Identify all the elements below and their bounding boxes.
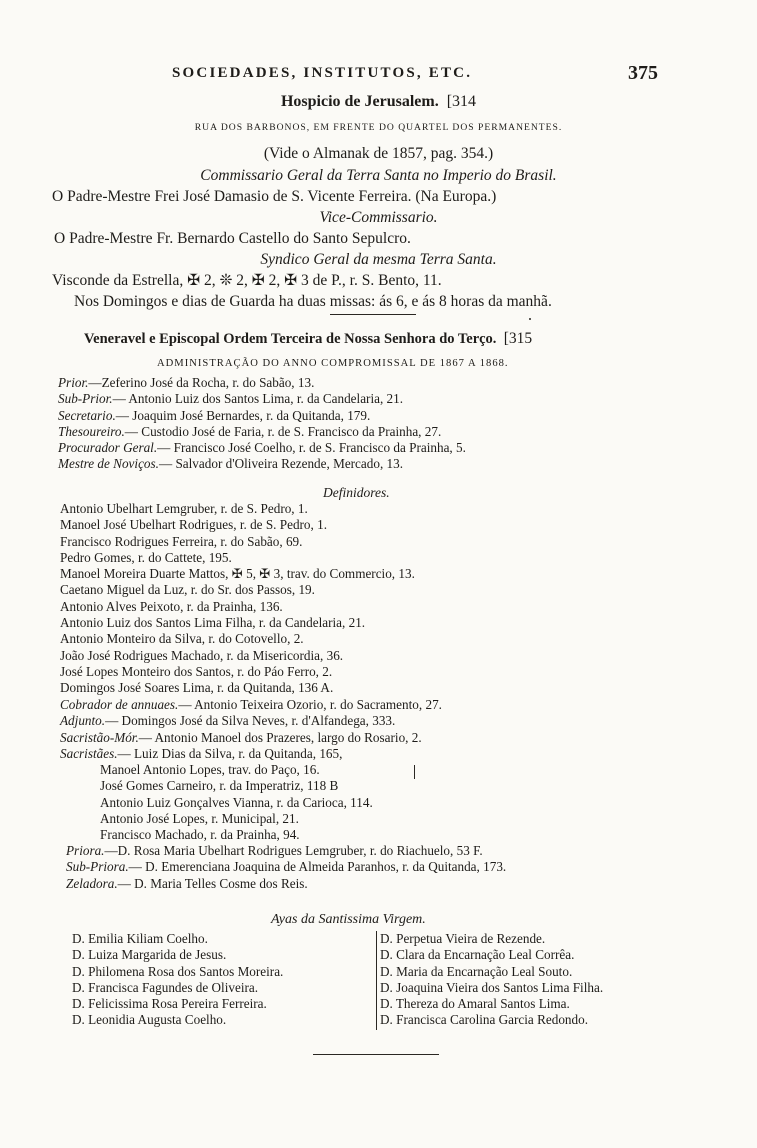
officer-sub-priora: Sub-Priora.— D. Emerenciana Joaquina de Almeida Paranhos, r. da Quitanda, 173. — [66, 859, 507, 875]
aya-item: D. Joaquina Vieira dos Santos Lima Filha. — [380, 979, 604, 995]
column-divider — [376, 931, 377, 1030]
definidor-item: Pedro Gomes, r. do Cattete, 195. — [60, 549, 232, 565]
section-divider — [330, 314, 416, 315]
syndico-title: Syndico Geral da mesma Terra Santa. — [260, 251, 497, 268]
section-314-title: Hospicio de Jerusalem. — [280, 93, 439, 110]
officer-procurador: Procurador Geral.— Francisco José Coelho, r. de S. Francisco da Prainha, 5. — [58, 440, 466, 456]
aya-item: D. Maria da Encarnação Leal Souto. — [380, 963, 573, 979]
definidor-item: Domingos José Soares Lima, r. da Quitanda, 136 A. — [60, 680, 334, 696]
commissario-title: Commissario Geral da Terra Santa no Imperio do Brasil. — [200, 167, 557, 184]
female-officers-list — [66, 843, 506, 892]
commissario-name: O Padre-Mestre Frei José Damasio de S. Vicente Ferreira. (Na Europa.) — [52, 188, 497, 205]
ayas-left-column — [72, 931, 283, 1029]
section-314-address: RUA DOS BARBONOS, EM FRENTE DO QUARTEL DOS PERMANENTES. — [194, 122, 563, 133]
aya-item: D. Perpetua Vieira de Rezende. — [380, 931, 546, 946]
aya-item: D. Francisca Carolina Garcia Redondo. — [380, 1012, 588, 1028]
officer-sacristao-mor: Sacristão-Mór.— Antonio Manoel dos Prazeres, largo do Rosario, 2. — [60, 729, 422, 745]
administracao-line: ADMINISTRAÇÃO DO ANNO COMPROMISSAL DE 1867 A 1868. — [157, 358, 509, 369]
aya-item: D. Luiza Margarida de Jesus. — [72, 947, 227, 963]
missas-note: Nos Domingos e dias de Guarda ha duas missas: ás 6, e ás 8 horas da manhã. — [74, 293, 552, 310]
aya-item: D. Felicissima Rosa Pereira Ferreira. — [72, 996, 267, 1012]
vice-commissario-name: O Padre-Mestre Fr. Bernardo Castello do Santo Sepulcro. — [54, 230, 411, 247]
ayas-right-column — [380, 931, 603, 1029]
sacristao-item: Francisco Machado, r. da Prainha, 94. — [100, 827, 300, 843]
officer-secretario: Secretario.— Joaquim José Bernardes, r. da Quitanda, 179. — [58, 407, 371, 423]
definidor-item: Manoel José Ubelhart Rodrigues, r. de S. Pedro, 1. — [60, 517, 328, 533]
officer-sub-prior: Sub-Prior.— Antonio Luiz dos Santos Lima, r. da Candelaria, 21. — [58, 391, 404, 407]
officer-mestre-novicos: Mestre de Noviços.— Salvador d'Oliveira Rezende, Mercado, 13. — [58, 456, 404, 472]
sacristao-item: José Gomes Carneiro, r. da Imperatriz, 118 B — [100, 778, 339, 794]
definidor-item: Antonio Luiz dos Santos Lima Filha, r. da Candelaria, 21. — [60, 615, 366, 631]
definidor-item: João José Rodrigues Machado, r. da Misericordia, 36. — [60, 647, 344, 663]
aya-item: D. Clara da Encarnação Leal Corrêa. — [380, 947, 575, 963]
definidor-item: Antonio Alves Peixoto, r. da Prainha, 136. — [60, 598, 283, 614]
definidor-item: Manoel Moreira Duarte Mattos, ✠ 5, ✠ 3, trav. do Commercio, 13. — [60, 566, 415, 582]
officer-prior: Prior.—Zeferino José da Rocha, r. do Sabão, 13. — [58, 375, 315, 390]
ayas-title: Ayas da Santissima Virgem. — [271, 912, 426, 927]
definidor-item: Antonio Monteiro da Silva, r. do Cotovello, 2. — [60, 631, 304, 647]
sacristao-item: Antonio José Lopes, r. Municipal, 21. — [100, 810, 299, 826]
definidores-title: Definidores. — [323, 485, 390, 500]
aya-item: D. Leonidia Augusta Coelho. — [72, 1012, 227, 1028]
definidor-item: Antonio Ubelhart Lemgruber, r. de S. Pedro, 1. — [60, 501, 308, 516]
aya-item: D. Francisca Fagundes de Oliveira. — [72, 979, 259, 995]
ink-mark — [414, 765, 415, 779]
running-header: SOCIEDADES, INSTITUTOS, ETC. — [172, 65, 473, 81]
syndico-name: Visconde da Estrella, ✠ 2, ❊ 2, ✠ 2, ✠ 3 de P., r. S. Bento, 11. — [52, 272, 442, 289]
officer-adjunto: Adjunto.— Domingos José da Silva Neves, r. d'Alfandega, 333. — [60, 713, 396, 729]
other-officers-list — [60, 697, 442, 762]
section-315-heading — [84, 331, 532, 347]
page-number: 375 — [628, 62, 658, 84]
section-314-number: [314 — [446, 93, 477, 110]
sacristaes-list — [100, 762, 373, 843]
officer-cobrador: Cobrador de annuaes.— Antonio Teixeira Ozorio, r. do Sacramento, 27. — [60, 697, 442, 712]
definidor-item: José Lopes Monteiro dos Santos, r. do Páo Ferro, 2. — [60, 663, 333, 679]
officer-thesoureiro: Thesoureiro.— Custodio José de Faria, r. de S. Francisco da Prainha, 27. — [58, 423, 442, 439]
section-315-number: [315 — [503, 330, 533, 347]
officer-sacristaes: Sacristães.— Luiz Dias da Silva, r. da Quitanda, 165, — [60, 745, 343, 761]
definidores-list — [60, 501, 415, 697]
ink-dot — [529, 318, 531, 320]
aya-item: D. Emilia Kiliam Coelho. — [72, 931, 208, 946]
vice-commissario-title: Vice-Commissario. — [319, 209, 438, 226]
officers-list — [58, 375, 466, 473]
sacristao-item: Manoel Antonio Lopes, trav. do Paço, 16. — [100, 762, 320, 777]
officer-zeladora: Zeladora.— D. Maria Telles Cosme dos Reis. — [66, 875, 308, 891]
definidor-item: Caetano Miguel da Luz, r. do Sr. dos Passos, 19. — [60, 582, 315, 598]
aya-item: D. Thereza do Amaral Santos Lima. — [380, 996, 570, 1012]
section-314-note: (Vide o Almanak de 1857, pag. 354.) — [263, 145, 494, 162]
definidor-item: Francisco Rodrigues Ferreira, r. do Sabão, 69. — [60, 533, 303, 549]
officer-priora: Priora.—D. Rosa Maria Ubelhart Rodrigues Lemgruber, r. do Riachuelo, 53 F. — [66, 843, 483, 858]
sacristao-item: Antonio Luiz Gonçalves Vianna, r. da Carioca, 114. — [100, 794, 373, 810]
aya-item: D. Philomena Rosa dos Santos Moreira. — [72, 963, 284, 979]
section-314-heading — [0, 94, 757, 110]
section-315-title: Veneravel e Episcopal Ordem Terceira de Nossa Senhora do Terço. — [84, 331, 497, 347]
end-rule — [313, 1054, 439, 1055]
